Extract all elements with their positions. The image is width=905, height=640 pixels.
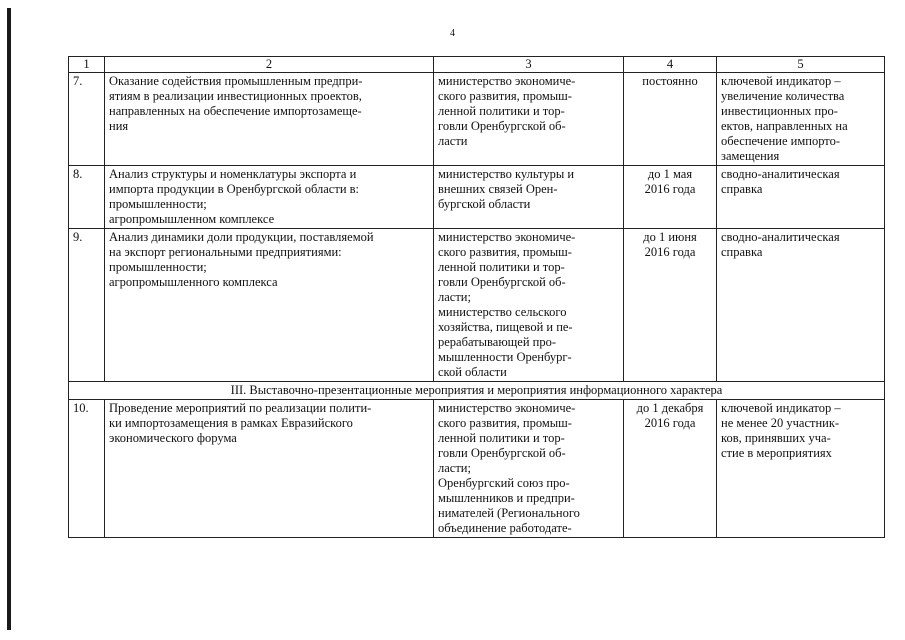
text-line: инвестиционных про-	[721, 104, 838, 118]
text-line: ния	[109, 119, 129, 133]
measure-description	[105, 229, 434, 382]
text-line: постоянно	[642, 74, 698, 88]
text-line: ектов, направленных на	[721, 119, 848, 133]
responsible-executor	[434, 229, 624, 382]
text-line: министерство экономиче-	[438, 230, 576, 244]
deadline	[624, 400, 717, 538]
row-number: 8.	[69, 166, 105, 229]
table-row	[69, 73, 885, 166]
text-line: ятиям в реализации инвестиционных проектов,	[109, 89, 362, 103]
expected-result	[717, 400, 885, 538]
text-line: увеличение количества	[721, 89, 845, 103]
text-line: до 1 декабря	[636, 401, 704, 415]
deadline	[624, 229, 717, 382]
text-line: ского развития, промыш-	[438, 416, 572, 430]
text-line: министерство экономиче-	[438, 401, 576, 415]
measure-description	[105, 400, 434, 538]
text-line: объединение работодате-	[438, 521, 572, 535]
text-line: на экспорт региональными предприятиями:	[109, 245, 342, 259]
text-line: Анализ динамики доли продукции, поставляемой	[109, 230, 374, 244]
text-line: мышленников и предпри-	[438, 491, 575, 505]
section-row	[69, 382, 885, 400]
text-line: бургской области	[438, 197, 531, 211]
text-line: ласти;	[438, 290, 471, 304]
text-line: внешних связей Орен-	[438, 182, 558, 196]
col-header-5: 5	[717, 57, 885, 73]
header-row	[69, 57, 885, 73]
table-row	[69, 229, 885, 382]
text-line: промышленности;	[109, 197, 207, 211]
text-line: ки импортозамещения в рамках Евразийского	[109, 416, 353, 430]
text-line: ского развития, промыш-	[438, 89, 572, 103]
responsible-executor	[434, 73, 624, 166]
text-line: ленной политики и тор-	[438, 431, 565, 445]
deadline	[624, 166, 717, 229]
text-line: говли Оренбургской об-	[438, 275, 566, 289]
text-line: ключевой индикатор –	[721, 74, 841, 88]
text-line: 2016 года	[644, 245, 696, 259]
text-line: нимателей (Регионального	[438, 506, 580, 520]
text-line: агропромышленном комплексе	[109, 212, 275, 226]
text-line: мышленности Оренбург-	[438, 350, 572, 364]
text-line: Проведение мероприятий по реализации полити-	[109, 401, 372, 415]
text-line: ласти;	[438, 461, 471, 475]
page-number: 4	[450, 28, 455, 39]
text-line: министерство культуры и	[438, 167, 575, 181]
expected-result	[717, 166, 885, 229]
text-line: ского развития, промыш-	[438, 245, 572, 259]
text-line: 2016 года	[644, 182, 696, 196]
text-line: хозяйства, пищевой и пе-	[438, 320, 573, 334]
text-line: замещения	[721, 149, 780, 163]
measure-description	[105, 166, 434, 229]
text-line: импорта продукции в Оренбургской области в:	[109, 182, 360, 196]
text-line: сводно-аналитическая	[721, 230, 840, 244]
text-line: ленной политики и тор-	[438, 104, 565, 118]
text-line: промышленности;	[109, 260, 207, 274]
action-plan-table	[68, 56, 885, 538]
text-line: министерство экономиче-	[438, 74, 576, 88]
text-line: говли Оренбургской об-	[438, 119, 566, 133]
row-number: 7.	[69, 73, 105, 166]
text-line: 2016 года	[644, 416, 696, 430]
text-line: ленной политики и тор-	[438, 260, 565, 274]
text-line: министерство сельского	[438, 305, 567, 319]
text-line: ков, принявших уча-	[721, 431, 831, 445]
text-line: экономического форума	[109, 431, 237, 445]
text-line: ласти	[438, 134, 468, 148]
responsible-executor	[434, 400, 624, 538]
text-line: стие в мероприятиях	[721, 446, 832, 460]
text-line: до 1 мая	[647, 167, 693, 181]
text-line: рерабатывающей про-	[438, 335, 557, 349]
text-line: обеспечение импорто-	[721, 134, 841, 148]
text-line: направленных на обеспечение импортозамеще-	[109, 104, 362, 118]
text-line: агропромышленного комплекса	[109, 275, 278, 289]
col-header-1: 1	[69, 57, 105, 73]
table-row	[69, 166, 885, 229]
text-line: ключевой индикатор –	[721, 401, 841, 415]
text-line: справка	[721, 245, 763, 259]
deadline	[624, 73, 717, 166]
col-header-2: 2	[105, 57, 434, 73]
text-line: сводно-аналитическая	[721, 167, 840, 181]
responsible-executor	[434, 166, 624, 229]
text-line: Оказание содействия промышленным предпри-	[109, 74, 363, 88]
section-title: III. Выставочно-презентационные мероприятия и мероприятия информационного характера	[69, 382, 885, 400]
scan-edge	[7, 8, 11, 630]
col-header-3: 3	[434, 57, 624, 73]
text-line: ской области	[438, 365, 507, 379]
text-line: до 1 июня	[643, 230, 697, 244]
text-line: Анализ структуры и номенклатуры экспорта и	[109, 167, 357, 181]
text-line: не менее 20 участник-	[721, 416, 840, 430]
text-line: справка	[721, 182, 763, 196]
text-line: говли Оренбургской об-	[438, 446, 566, 460]
row-number: 10.	[69, 400, 105, 538]
expected-result	[717, 229, 885, 382]
col-header-4: 4	[624, 57, 717, 73]
row-number: 9.	[69, 229, 105, 382]
expected-result	[717, 73, 885, 166]
table-row	[69, 400, 885, 538]
text-line: Оренбургский союз про-	[438, 476, 570, 490]
measure-description	[105, 73, 434, 166]
